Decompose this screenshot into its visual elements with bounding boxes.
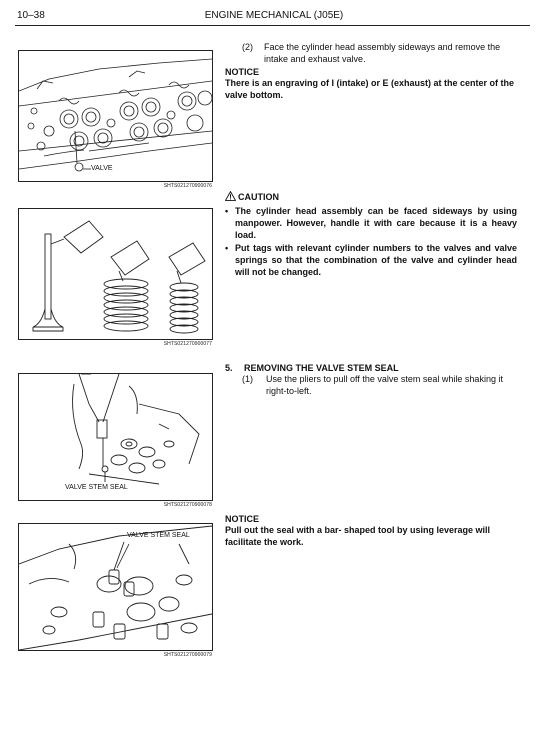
valve-stem-seal-label: VALVE STEM SEAL: [127, 532, 190, 539]
step-4-substep-2: [242, 42, 517, 65]
substep-text: Use the pliers to pull off the valve stem seal while shaking it right-to-left.: [266, 374, 503, 396]
caution-item: [225, 206, 517, 241]
notice-2-text: Pull out the seal with a bar- shaped tool by using leverage will facilitate the work.: [225, 525, 491, 547]
notice-1-text: There is an engraving of I (intake) or E (exhaust) at the center of the valve bottom.: [225, 78, 515, 100]
step-5-substep-1: [242, 374, 517, 397]
substep-text: Face the cylinder head assembly sideways and remove the intake and exhaust valve.: [264, 42, 501, 64]
bullet-icon: •: [225, 206, 229, 216]
figure-pliers-valve-stem-seal: [18, 373, 213, 501]
figure-valve-cylinder-head: [18, 50, 213, 182]
step-title: REMOVING THE VALVE STEM SEAL: [244, 363, 399, 373]
figure-code: SHTS021270900076: [163, 183, 212, 189]
figure-tagged-valves-springs: [18, 208, 213, 340]
header-rule: [15, 25, 530, 26]
caution-list: [225, 206, 517, 279]
valve-label: VALVE: [91, 165, 113, 172]
warning-triangle-icon: [225, 191, 236, 205]
figure-code: SHTS021270900077: [163, 341, 212, 347]
caution-item-text: The cylinder head assembly can be faced sideways by using manpower. However, handle it with care because it is a heavy load.: [235, 206, 517, 240]
step-5-heading: [225, 363, 399, 375]
cylinder-head-illustration: [19, 51, 212, 181]
substep-number: (2): [242, 42, 253, 52]
figure-valve-stem-seals-head: [18, 523, 213, 651]
page-number: 10–38: [17, 10, 45, 21]
valve-stem-seal-label: VALVE STEM SEAL: [65, 484, 128, 491]
caution-item: [225, 243, 517, 278]
stem-seals-illustration: [19, 524, 212, 650]
caution-title: CAUTION: [238, 192, 279, 202]
caution-item-text: Put tags with relevant cylinder numbers to the valves and valve springs so that the combination of the valve and cylinder head will not be changed.: [235, 243, 517, 277]
section-title: ENGINE MECHANICAL (J05E): [204, 10, 344, 21]
pliers-illustration: [19, 374, 212, 500]
bullet-icon: •: [225, 243, 229, 254]
substep-number: (1): [242, 374, 253, 384]
step-number: 5.: [225, 363, 233, 373]
figure-code: SHTS021270900078: [163, 502, 212, 508]
notice-1-title: NOTICE: [225, 67, 260, 77]
valve-springs-illustration: [19, 209, 212, 339]
caution-heading: [225, 191, 279, 205]
notice-2-title: NOTICE: [225, 514, 260, 524]
figure-code: SHTS021270900079: [163, 652, 212, 658]
